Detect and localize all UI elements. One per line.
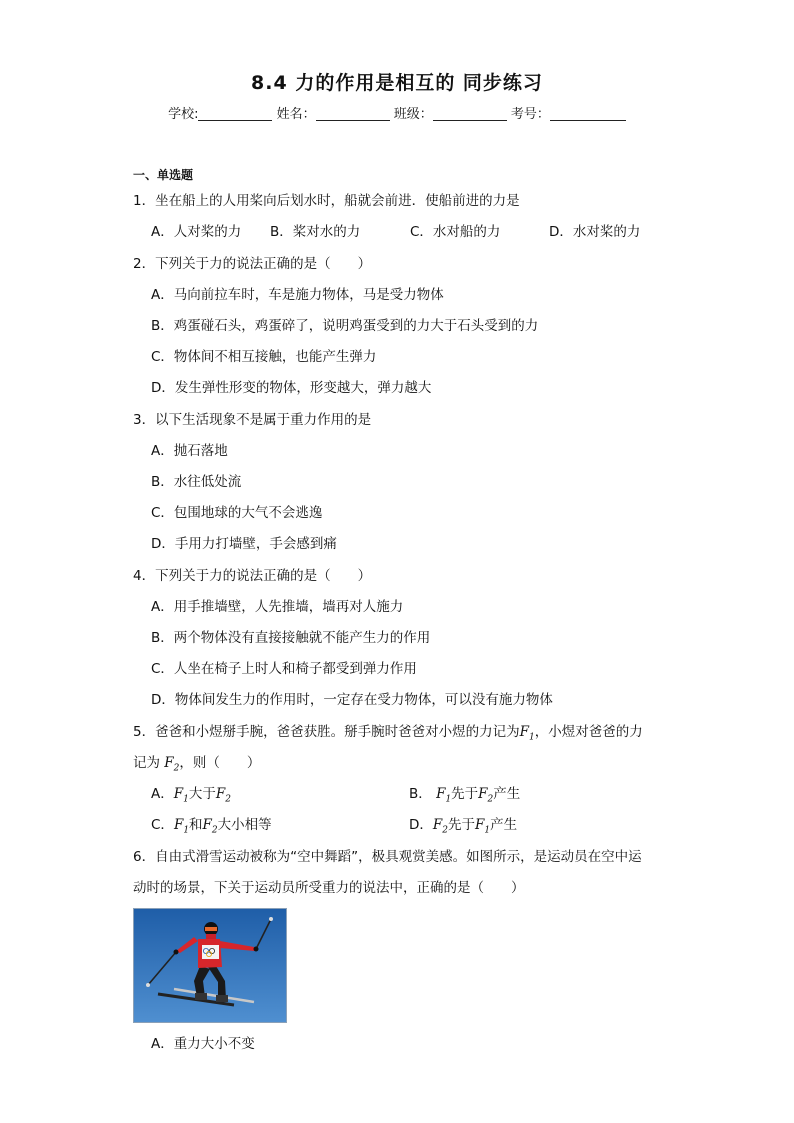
option-d[interactable]: D．水对桨的力 xyxy=(549,224,641,240)
question-4-option-b[interactable]: B．两个物体没有直接接触就不能产生力的作用 xyxy=(151,630,431,646)
option-a[interactable]: A．人对桨的力 xyxy=(151,224,242,240)
question-3-option-a[interactable]: A．抛石落地 xyxy=(151,443,228,459)
question-5-option-d[interactable]: D．$F_2$先于$F_1$产生 xyxy=(409,817,518,836)
question-3-stem: 3．以下生活现象不是属于重力作用的是 xyxy=(133,412,372,428)
question-5-option-c[interactable]: C．$F_1$和$F_2$大小相等 xyxy=(151,817,272,836)
class-blank[interactable] xyxy=(433,106,507,121)
question-5-option-a[interactable]: A．$F_1$大于$F_2$ xyxy=(151,786,231,805)
question-3-option-b[interactable]: B．水往低处流 xyxy=(151,474,242,490)
student-info-row xyxy=(0,103,794,122)
question-5-option-b[interactable]: B． $F_1$先于$F_2$产生 xyxy=(409,786,521,805)
school-label: 学校: xyxy=(168,107,199,122)
option-b[interactable]: B．桨对水的力 xyxy=(270,224,361,240)
question-4-option-a[interactable]: A．用手推墙壁，人先推墙，墙再对人施力 xyxy=(151,599,404,615)
school-blank[interactable] xyxy=(198,106,272,121)
skier-photo xyxy=(133,908,287,1023)
name-label: 姓名： xyxy=(276,107,316,122)
page-title: 8.4 力的作用是相互的 同步练习 xyxy=(251,72,543,94)
question-5-stem-line-1: 5．爸爸和小煜掰手腕，爸爸获胜。掰手腕时爸爸对小煜的力记为$F_1$，小煜对爸爸的力 xyxy=(133,724,643,743)
question-4-option-c[interactable]: C．人坐在椅子上时人和椅子都受到弹力作用 xyxy=(151,661,417,677)
question-6-option-a[interactable]: A．重力大小不变 xyxy=(151,1036,255,1052)
question-2-option-a[interactable]: A．马向前拉车时，车是施力物体，马是受力物体 xyxy=(151,287,444,303)
exam-number-label: 考号： xyxy=(510,107,550,122)
question-2-option-b[interactable]: B．鸡蛋碰石头，鸡蛋碎了，说明鸡蛋受到的力大于石头受到的力 xyxy=(151,318,539,334)
option-c[interactable]: C．水对船的力 xyxy=(410,224,501,240)
question-6-stem-line-1: 6．自由式滑雪运动被称为“空中舞蹈”，极具观赏美感。如图所示，是运动员在空中运 xyxy=(133,849,642,865)
question-3-option-c[interactable]: C．包围地球的大气不会逃逸 xyxy=(151,505,323,521)
question-4-stem: 4．下列关于力的说法正确的是（ ） xyxy=(133,568,372,584)
question-1-stem: 1．坐在船上的人用桨向后划水时，船就会前进．使船前进的力是 xyxy=(133,193,520,209)
question-2-stem: 2．下列关于力的说法正确的是（ ） xyxy=(133,256,372,272)
question-4-option-d[interactable]: D．物体间发生力的作用时，一定存在受力物体，可以没有施力物体 xyxy=(151,692,553,708)
question-2-option-d[interactable]: D．发生弹性形变的物体，形变越大，弹力越大 xyxy=(151,380,432,396)
section-title: 一、单选题 xyxy=(133,168,194,182)
skier-illustration xyxy=(134,909,286,1022)
question-5-stem-line-2: 记为 $F_2$，则（ ） xyxy=(133,755,261,774)
exam-number-blank[interactable] xyxy=(550,106,626,121)
question-3-option-d[interactable]: D．手用力打墙壁，手会感到痛 xyxy=(151,536,337,552)
class-label: 班级： xyxy=(393,107,433,122)
name-blank[interactable] xyxy=(316,106,390,121)
question-2-option-c[interactable]: C．物体间不相互接触，也能产生弹力 xyxy=(151,349,377,365)
question-6-stem-line-2: 动时的场景，下关于运动员所受重力的说法中，正确的是（ ） xyxy=(133,880,525,896)
